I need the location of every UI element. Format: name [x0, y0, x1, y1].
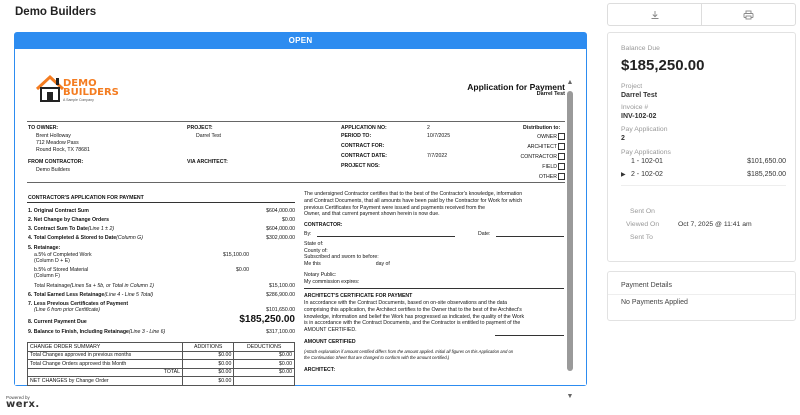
line-9-value: $317,100.00: [266, 329, 295, 335]
payment-details-card: [607, 271, 796, 321]
print-button[interactable]: [701, 4, 795, 25]
download-button[interactable]: [608, 4, 701, 25]
application-no-value: 2: [427, 125, 430, 131]
table-row: [28, 377, 295, 386]
table-header: DEDUCTIONS: [234, 343, 295, 352]
retainage-b-note: (Column F): [34, 273, 60, 279]
architect-certificate-text: In accordance with the Contract Documents, based on on-site observations and the data comprising this application, the Architect certifies to the Owner that to the best of the Architect's knowledge, information and belief the Work has progressed as indicated, the quality of the Work is in accordance with the Contract Documents, and the Contractor is entitled to payment of the AMOUNT CERTIFIED.: [304, 300, 525, 334]
table-cell: $0.00: [183, 351, 234, 360]
divider: [304, 288, 564, 289]
architect-certificate-title: ARCHITECT'S CERTIFICATE FOR PAYMENT: [304, 293, 413, 299]
line-3-value: $604,000.00: [266, 226, 295, 232]
page-title: Demo Builders: [15, 6, 97, 18]
project-label: Project: [621, 83, 643, 90]
print-icon: [743, 10, 754, 20]
line-2-label: 2. Net Change by Change Orders: [28, 217, 110, 223]
pay-application-value: 2: [621, 135, 625, 142]
table-header: CHANGE ORDER SUMMARY: [28, 343, 183, 352]
contractor-certification-text: The undersigned Contractor certifies that to the best of the Contractor's knowledge, information and Contract Documents, that all amounts have been paid by the Contractor for Work for which previous Certificates for Payment were issued and payments received from the Owner, and that current payment shown herein is now due.: [304, 191, 523, 218]
balance-due-value: $185,250.00: [621, 57, 705, 74]
scroll-thumb[interactable]: [567, 91, 573, 371]
notary-public-block: Notary Public: My commission expires:: [304, 272, 360, 285]
line-1-label: 1. Original Contract Sum: [28, 208, 89, 214]
house-icon: [35, 73, 65, 103]
pay-application-row[interactable]: [621, 171, 786, 178]
line-3: 3. Contract Sum To Date(Line 1 ± 2): [28, 226, 115, 232]
distribution-contractor: CONTRACTOR: [520, 152, 565, 162]
table-cell: Total Change Orders approved this Month: [28, 360, 183, 369]
retainage-a-value: $15,100.00: [223, 252, 249, 258]
architect-checkbox[interactable]: [558, 143, 565, 150]
divider: [621, 185, 786, 186]
date-label: Date:: [478, 231, 491, 237]
open-button[interactable]: OPEN: [15, 33, 586, 49]
table-cell: $0.00: [183, 360, 234, 369]
distribution-field: FIELD: [520, 162, 565, 172]
document-subtitle: Darrel Test: [536, 91, 565, 97]
table-cell: $0.00: [234, 368, 295, 377]
owner-address-line2: Round Rock, TX 78681: [36, 147, 90, 153]
scroll-up-arrow-icon[interactable]: ▲: [566, 79, 574, 86]
payment-details-title: Payment Details: [621, 282, 672, 289]
sent-on-label: Sent On: [630, 208, 655, 215]
line-1-value: $604,000.00: [266, 208, 295, 214]
line-4: 4. Total Completed & Stored to Date(Column G): [28, 235, 143, 241]
table-header-row: [28, 343, 295, 352]
contractor-name: Demo Builders: [36, 167, 71, 173]
pay-application-name: 2 - 102-02: [630, 171, 663, 178]
contract-for-label: CONTRACT FOR:: [341, 143, 385, 149]
from-contractor-label: FROM CONTRACTOR:: [28, 159, 84, 165]
contract-date-value: 7/7/2022: [427, 153, 448, 159]
section-title: CONTRACTOR'S APPLICATION FOR PAYMENT: [28, 195, 144, 201]
balance-due-label: Balance Due: [621, 45, 660, 52]
contract-date-label: CONTRACT DATE:: [341, 153, 388, 159]
divider: [27, 121, 565, 122]
line-7-value: $101,650.00: [266, 307, 295, 313]
project-nos-label: PROJECT NOS:: [341, 163, 380, 169]
invoice-number-label: Invoice #: [621, 104, 649, 111]
line-5-label: 5. Retainage:: [28, 245, 61, 251]
retainage-a-label: a.5% of Completed Work: [34, 252, 92, 258]
scroll-down-arrow-icon[interactable]: ▼: [566, 393, 574, 400]
line-9: 9. Balance to Finish, Including Retainage(Line 3 - Line 6): [28, 329, 166, 335]
retainage-a-note: (Column D + E): [34, 258, 70, 264]
table-cell: TOTAL: [28, 368, 183, 377]
table-cell: $0.00: [234, 351, 295, 360]
pay-application-row[interactable]: [621, 158, 786, 165]
document-scrollbar[interactable]: [566, 79, 574, 401]
signature-line: [317, 236, 455, 237]
invoice-summary-card: [607, 32, 796, 262]
via-architect-label: VIA ARCHITECT:: [187, 159, 228, 165]
logo-text: DEMO: [63, 78, 97, 89]
viewed-on-label: Viewed On: [626, 221, 660, 228]
contractor-checkbox[interactable]: [558, 153, 565, 160]
change-order-summary-table: [27, 342, 295, 386]
table-row: [28, 368, 295, 377]
line-6: 6. Total Earned Less Retainage(Line 4 - Line 5 Total): [28, 292, 154, 298]
payment-details-empty: No Payments Applied: [621, 299, 688, 306]
date-line: [496, 236, 564, 237]
distribution-other: OTHER: [520, 172, 565, 182]
pay-applications-label: Pay Applications: [621, 149, 671, 156]
project-value: Darrel Test: [621, 92, 658, 99]
current-payment-due-value: $185,250.00: [239, 314, 295, 325]
period-to-value: 10/7/2025: [427, 133, 451, 139]
line-7-label: 7. Less Previous Certificates of Payment: [28, 301, 129, 307]
contractor-signature-label: CONTRACTOR:: [304, 222, 343, 228]
table-cell: Total Changes approved in previous months: [28, 351, 183, 360]
download-icon: [650, 10, 660, 20]
period-to-label: PERIOD TO:: [341, 133, 372, 139]
logo-subtext: A Sample Company: [63, 98, 94, 102]
field-checkbox[interactable]: [558, 163, 565, 170]
total-retainage: Total Retainage(Lines 5a + 5b, or Total in Column 1): [34, 283, 154, 289]
viewed-on-value: Oct 7, 2025 @ 11:41 am: [678, 221, 752, 228]
table-row: [28, 360, 295, 369]
attach-explanation: (Attach explanation if amount certified differs from the amount applied. Initial all figures on this Application and on the Continuation Sheet that are changed to conform with the amount certified.): [304, 349, 514, 360]
pay-application-label: Pay Application: [621, 126, 668, 133]
to-owner-label: TO OWNER:: [28, 125, 59, 131]
divider: [608, 294, 795, 295]
distribution-list: [520, 132, 565, 182]
sent-to-label: Sent To: [630, 234, 653, 241]
other-checkbox[interactable]: [558, 173, 565, 180]
amount-certified-label: AMOUNT CERTIFIED: [304, 339, 356, 345]
pay-application-amount: $101,650.00: [747, 158, 786, 165]
table-cell: [234, 377, 295, 386]
line-6-value: $286,900.00: [266, 292, 295, 298]
pay-application-name: 1 - 102-01: [630, 158, 663, 165]
table-header: ADDITIONS: [183, 343, 234, 352]
line-2-value: $0.00: [282, 217, 295, 223]
retainage-b-label: b.5% of Stored Material: [34, 267, 89, 273]
project-value: Darrel Test: [196, 133, 221, 139]
by-label: By:: [304, 231, 312, 237]
table-cell: $0.00: [234, 360, 295, 369]
notary-block: State of: County of: Subscribed and sworn to before: Me this day of: [304, 241, 390, 267]
architect-label: ARCHITECT:: [304, 367, 336, 373]
distribution-architect: ARCHITECT: [520, 142, 565, 152]
owner-name: Brent Holloway: [36, 133, 71, 139]
total-retainage-value: $15,100.00: [269, 283, 295, 289]
table-cell: $0.00: [183, 368, 234, 377]
divider: [27, 202, 295, 203]
werx-logo: werx.: [6, 399, 40, 410]
owner-address-line1: 712 Meadow Pass: [36, 140, 79, 146]
action-toolbar: [607, 3, 796, 26]
company-logo: [35, 71, 119, 113]
line-8-label: 8. Current Payment Due: [28, 319, 87, 325]
invoice-number-value: INV-102-02: [621, 113, 657, 120]
amount-line: [495, 335, 564, 336]
retainage-b-value: $0.00: [236, 267, 249, 273]
table-cell: NET CHANGES by Change Order: [28, 377, 183, 386]
document-title: Application for Payment: [467, 82, 565, 92]
application-no-label: APPLICATION NO:: [341, 125, 387, 131]
distribution-label: Distribution to:: [523, 125, 561, 131]
divider: [27, 182, 565, 183]
powered-by-label: Powered by: [6, 395, 30, 400]
distribution-owner: OWNER: [520, 132, 565, 142]
pay-application-amount: $185,250.00: [747, 171, 786, 178]
logo-text: BUILDERS: [63, 87, 119, 98]
line-7-note: (Line 6 from prior Certificate): [34, 307, 101, 313]
expand-triangle-icon[interactable]: ▶: [621, 172, 626, 178]
owner-checkbox[interactable]: [558, 133, 565, 140]
powered-by-footer[interactable]: [6, 395, 40, 410]
line-4-value: $302,000.00: [266, 235, 295, 241]
table-row: [28, 351, 295, 360]
table-cell: $0.00: [183, 377, 234, 386]
project-label: PROJECT:: [187, 125, 213, 131]
